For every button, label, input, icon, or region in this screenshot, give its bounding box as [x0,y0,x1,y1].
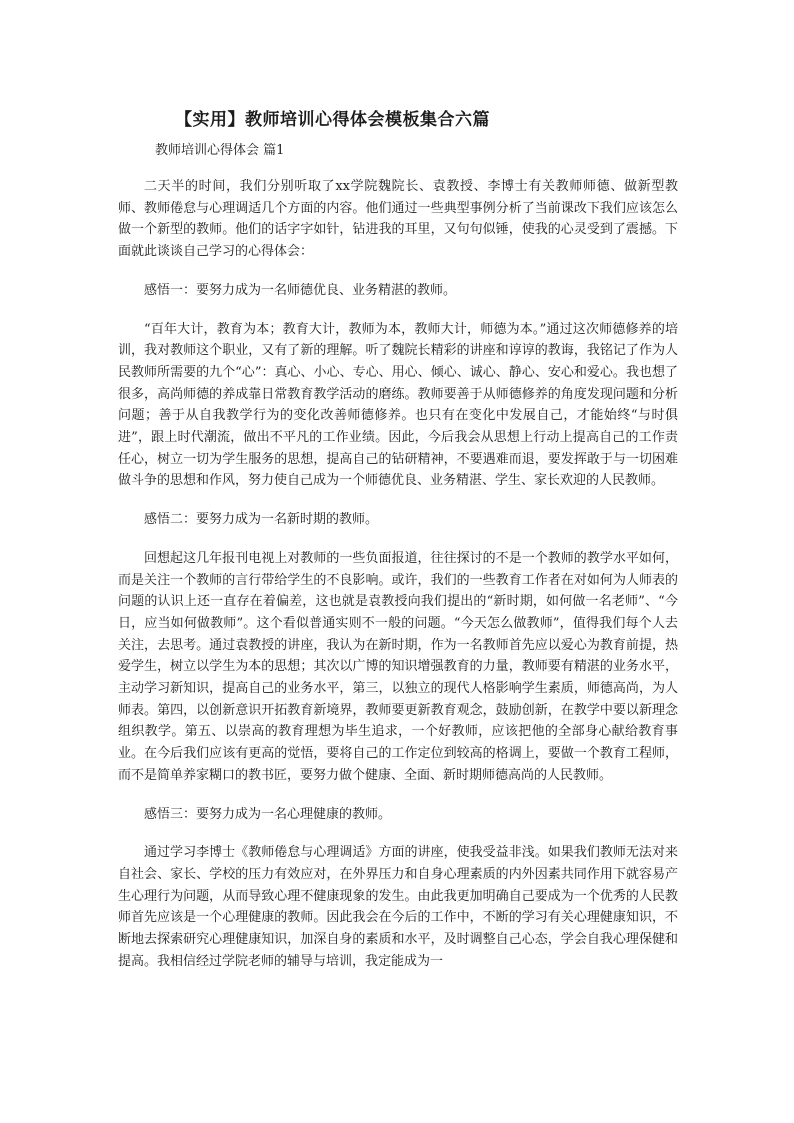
paragraph-2: “百年大计，教育为本；教育大计，教师为本，教师大计，师德为本。”通过这次师德修养的培训，我对教师这个职业，又有了新的理解。听了魏院长精彩的讲座和谆谆的教诲，我铭记了作为人民教师所需要的九个“心”：真心、小心、专心、用心、倾心、诚心、静心、安心和爱心。我也想了很多，高尚师德的养成靠日常教育教学活动的磨练。教师要善于从师德修养的角度发现问题和分析问题；善于从自我教学行为的变化改善师德修养。也只有在变化中发展自己，才能始终“与时俱进”，跟上时代潮流，做出不平凡的工作业绩。因此，今后我会从思想上行动上提高自己的工作责任心，树立一切为学生服务的思想，提高自己的钻研精神，不要遇难而退，要发挥敢于与一切困难做斗争的思想和作风，努力使自己成为一个师德优良、业务精湛、学生、家长欢迎的人民教师。 [118,321,678,489]
section-heading-2: 感悟二：要努力成为一名新时期的教师。 [144,512,379,528]
paragraph-1: 二天半的时间，我们分别听取了xx学院魏院长、袁教授、李博士有关教师师德、做新型教师、教师倦怠与心理调适几个方面的内容。他们通过一些典型事例分析了当前课改下我们应该怎么做一个新型的教师。他们的话字字如针，钻进我的耳里，又句句似锤，使我的心灵受到了震撼。下面就此谈谈自己学习的心得体会： [118,179,678,260]
paragraph-4: 通过学习李博士《教师倦怠与心理调适》方面的讲座，使我受益非浅。如果我们教师无法对来自社会、家长、学校的压力有效应对，在外界压力和自身心理素质的内外因素共同作用下就容易产生心理行为问题，从而导致心理不健康现象的发生。由此我更加明确自己要成为一个优秀的人民教师首先应该是一个心理健康的教师。因此我会在今后的工作中，不断的学习有关心理健康知识，不断地去探索研究心理健康知识，加深自身的素质和水平，及时调整自己心态，学会自我心理保健和提高。我相信经过学院老师的辅导与培训，我定能成为一 [118,845,678,969]
section-heading-1: 感悟一：要努力成为一名师德优良、业务精湛的教师。 [144,282,457,298]
document-subtitle: 教师培训心得体会 篇1 [155,143,285,158]
document-body [118,176,678,973]
document-title: 【实用】教师培训心得体会模板集合六篇 [175,110,490,130]
paragraph-3: 回想起这几年报刊电视上对教师的一些负面报道，往往探讨的不是一个教师的教学水平如何，而是关注一个教师的言行带给学生的不良影响。或许，我们的一些教育工作者在对如何为人师表的问题的认识上还一直存在着偏差，这也就是袁教授向我们提出的“新时期，如何做一名老师”、“今日，应当如何做教师”。这个看似普通实则不一般的问题。“今天怎么做教师”，值得我们每个人去关注，去思考。通过袁教授的讲座，我认为在新时期，作为一名教师首先应以爱心为教育前提，热爱学生，树立以学生为本的思想；其次以广博的知识增强教育的力量，教师要有精湛的业务水平，主动学习新知识，提高自己的业务水平，第三，以独立的现代人格影响学生素质，师德高尚，为人师表。第四，以创新意识开拓教育新境界，教师要更新教育观念，鼓励创新，在教学中要以新理念组织教学。第五、以崇高的教育理想为毕生追求，一个好教师，应该把他的全部身心献给教育事业。在今后我们应该有更高的觉悟，要将自己的工作定位到较高的格调上，要做一个教育工程师，而不是简单养家糊口的教书匠，要努力做个健康、全面、新时期师德高尚的人民教师。 [118,550,678,783]
section-heading-3: 感悟三：要努力成为一名心理健康的教师。 [144,806,392,822]
